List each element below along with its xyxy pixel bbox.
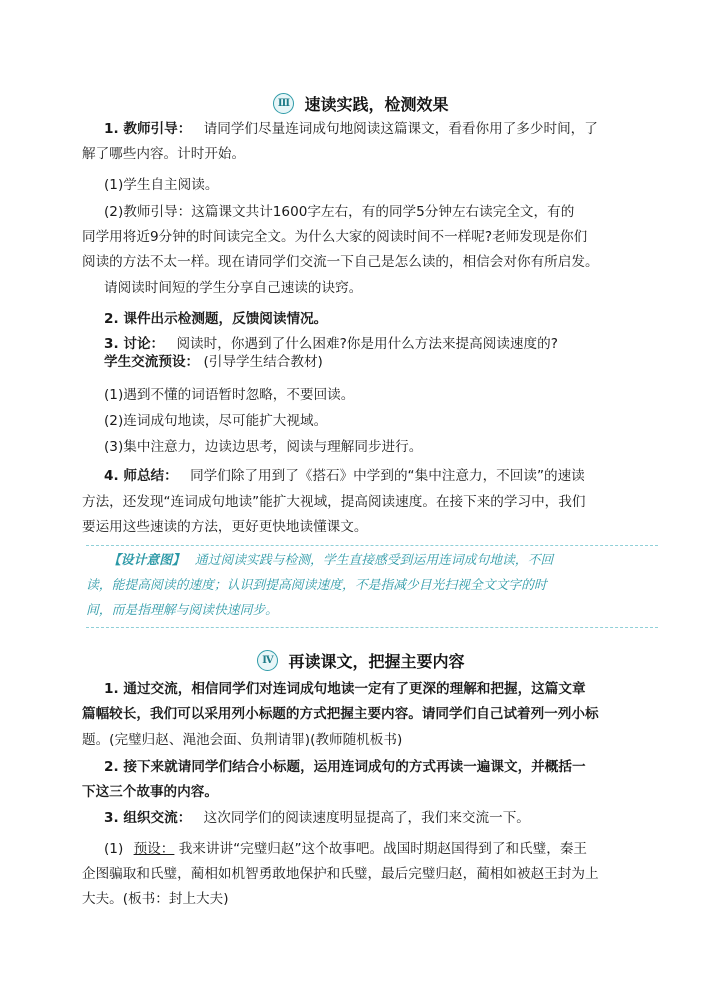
paragraph-line: 解了哪些内容。计时开始。 xyxy=(82,146,246,162)
paragraph-line xyxy=(104,839,684,859)
section-3-heading xyxy=(0,92,722,115)
paragraph-line: 2. 课件出示检测题，反馈阅读情况。 xyxy=(104,311,328,327)
paragraph-text: (引导学生结合教材) xyxy=(203,354,323,370)
paragraph-text: 请同学们尽量连词成句地阅读这篇课文，看看你用了多少时间，了 xyxy=(203,121,598,137)
paragraph-line: 2. 接下来就请同学们结合小标题，运用连词成句的方式再读一遍课文，并概括一 xyxy=(104,759,586,775)
paragraph-line: 要运用这些速读的方法，更好更快地读懂课文。 xyxy=(82,519,368,535)
paragraph-line: 请阅读时间短的学生分享自己速读的诀窍。 xyxy=(104,280,363,296)
design-note-line xyxy=(108,551,680,571)
paragraph-text: 阅读时，你遇到了什么困难?你是用什么方法来提高阅读速度的? xyxy=(176,336,558,352)
paragraph-text: 我来讲讲“完璧归赵”这个故事吧。战国时期赵国得到了和氏璧，秦王 xyxy=(178,841,588,857)
section-4-badge: Ⅳ xyxy=(257,650,278,671)
paragraph-line: 企图骗取和氏璧，蔺相如机智勇敢地保护和氏璧，最后完璧归赵，蔺相如被赵王封为上 xyxy=(82,866,599,882)
paragraph-line: 方法，还发现“连词成句地读”能扩大视域，提高阅读速度。在接下来的学习中，我们 xyxy=(82,494,586,510)
paragraph-line: 大夫。(板书：封上大夫) xyxy=(82,891,229,907)
item-number: 1. 教师引导： xyxy=(104,121,192,137)
paragraph-line xyxy=(104,352,684,372)
paragraph-line: 题。(完璧归赵、渑池会面、负荆请罪)(教师随机板书) xyxy=(82,732,403,748)
paragraph-line: (3)集中注意力，边读边思考，阅读与理解同步进行。 xyxy=(104,439,423,455)
paragraph-line: (2)连词成句地读，尽可能扩大视域。 xyxy=(104,413,328,429)
item-number: (1) xyxy=(104,841,124,857)
paragraph-text: 这次同学们的阅读速度明显提高了，我们来交流一下。 xyxy=(203,810,530,826)
paragraph-line xyxy=(104,119,684,139)
item-number: 3. 组织交流： xyxy=(104,810,192,826)
section-4-title: 再读课文，把握主要内容 xyxy=(288,652,465,671)
paragraph-line: 阅读的方法不太一样。现在请同学们交流一下自己是怎么读的，相信会对你有所启发。 xyxy=(82,254,599,270)
paragraph-line: (2)教师引导：这篇课文共计1600字左右，有的同学5分钟左右读完全文，有的 xyxy=(104,204,575,220)
paragraph-line: 篇幅较长，我们可以采用列小标题的方式把握主要内容。请同学们自己试着列一列小标 xyxy=(82,706,599,722)
item-number: 4. 师总结： xyxy=(104,468,178,484)
preset-label: 学生交流预设： xyxy=(104,354,200,370)
paragraph-line: (1)学生自主阅读。 xyxy=(104,177,219,193)
paragraph-line xyxy=(104,808,684,828)
paragraph-line: 1. 通过交流，相信同学们对连词成句地读一定有了更深的理解和把握，这篇文章 xyxy=(104,681,586,697)
design-note-bottom-rule xyxy=(86,627,658,628)
paragraph-line: 下这三个故事的内容。 xyxy=(82,784,218,800)
paragraph-line: 同学用将近9分钟的时间读完全文。为什么大家的阅读时间不一样呢?老师发现是你们 xyxy=(82,229,588,245)
design-note-line: 读，能提高阅读的速度；认识到提高阅读速度，不是指减少目光扫视全文文字的时 xyxy=(86,578,547,593)
design-note-text: 通过阅读实践与检测，学生直接感受到运用连词成句地读，不回 xyxy=(194,553,554,568)
paragraph-line xyxy=(104,466,684,486)
preset-label: 预设： xyxy=(133,841,175,857)
section-3-badge: Ⅲ xyxy=(273,93,294,114)
section-3-title: 速读实践，检测效果 xyxy=(304,95,449,114)
design-note-label: 【设计意图】 xyxy=(108,553,185,568)
section-4-heading xyxy=(0,649,722,672)
item-number: 3. 讨论： xyxy=(104,336,165,352)
design-note-top-rule xyxy=(86,545,658,546)
design-note-line: 间，而是指理解与阅读快速同步。 xyxy=(86,603,278,618)
paragraph-line xyxy=(104,334,684,354)
paragraph-line: (1)遇到不懂的词语暂时忽略，不要回读。 xyxy=(104,387,355,403)
paragraph-text: 同学们除了用到了《搭石》中学到的“集中注意力，不回读”的速读 xyxy=(190,468,585,484)
